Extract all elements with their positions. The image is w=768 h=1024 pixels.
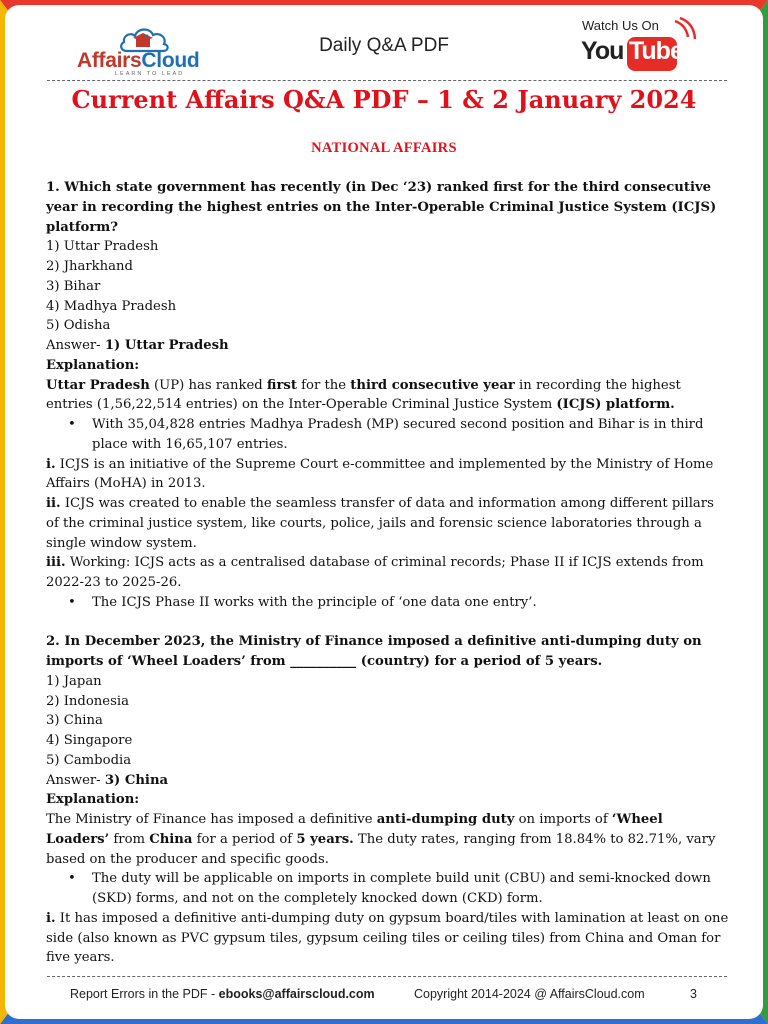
header-doc-type: Daily Q&A PDF <box>319 35 449 56</box>
q1-option: 1) Uttar Pradesh <box>46 239 159 255</box>
q2-option: 2) Indonesia <box>46 693 129 709</box>
q2-point-i: i. It has imposed a definitive anti-dumping duty on gypsum board/tiles with lamination at least on one side (also known as PVC gypsum tiles, gypsum ceiling tiles or ceiling tiles) from China and Oman for five years. <box>46 910 729 966</box>
header-divider <box>47 80 727 81</box>
footer-divider <box>47 976 727 977</box>
q1-option: 5) Odisha <box>46 318 111 334</box>
q1-explanation-label: Explanation: <box>46 357 140 373</box>
q2-option: 5) Cambodia <box>46 752 132 768</box>
support-email-link[interactable]: ebooks@affairscloud.com <box>218 987 375 1001</box>
q2-option: 3) China <box>46 713 103 729</box>
q2-answer: Answer- 3) China <box>46 772 169 788</box>
q2-explanation-label: Explanation: <box>46 792 140 808</box>
q2-bullet: • The duty will be applicable on imports in complete build unit (CBU) and semi-knocked down (SKD) forms, and not on the completely knocked down (CKD) form. <box>68 871 711 906</box>
q1-point-i: i. ICJS is an initiative of the Supreme Court e-committee and implemented by the Ministry of Home Affairs (MoHA) in 2013. <box>46 456 714 492</box>
section-heading: NATIONAL AFFAIRS <box>311 140 457 156</box>
q2-option: 1) Japan <box>46 673 102 689</box>
logo-tagline: LEARN TO LEAD <box>115 71 185 77</box>
question-2: 2. In December 2023, the Ministry of Finance imposed a definitive anti-dumping duty on imports of ‘Wheel Loaders’ from __________ (country) for a period of 5 years. <box>46 634 702 669</box>
q1-explanation-text: Uttar Pradesh (UP) has ranked first for the third consecutive year in recording the highest entries (1,56,22,514 entries) on the Inter-Operable Criminal Justice System (ICJS) platform. <box>46 377 681 413</box>
copyright-text: Copyright 2014-2024 @ AffairsCloud.com <box>414 987 645 1001</box>
report-errors-text: Report Errors in the PDF - ebooks@affairscloud.com <box>70 987 375 1001</box>
page-footer <box>5 982 763 1008</box>
youtube-logo-tube[interactable]: Tube <box>629 37 683 65</box>
q2-explanation-text: The Ministry of Finance has imposed a definitive anti-dumping duty on imports of ‘Wheel Loaders’ from China for a period of 5 years. The duty rates, ranging from 18.84% to 82.71%, vary based on the producer and specific goods. <box>46 812 716 867</box>
q2-option: 4) Singapore <box>46 733 133 748</box>
q1-point-iii: iii. Working: ICJS acts as a centralised database of criminal records; Phase II if ICJS extends from 2022-23 to 2025-26. <box>46 555 704 590</box>
q1-bullet: • The ICJS Phase II works with the principle of ‘one data one entry’. <box>68 594 537 610</box>
q1-answer: Answer- 1) Uttar Pradesh <box>46 338 229 353</box>
affairscloud-logo: AffairsCloud <box>77 49 200 72</box>
q1-bullet: • With 35,04,828 entries Madhya Pradesh (MP) secured second position and Bihar is in third place with 16,65,107 entries. <box>68 417 704 452</box>
page-header <box>5 5 763 85</box>
q1-point-ii: ii. ICJS was created to enable the seamless transfer of data and information among different pillars of the criminal justice system, like courts, police, jails and forensic science laboratories through a single window system. <box>46 496 714 551</box>
question-1: 1. Which state government has recently (in Dec ‘23) ranked first for the third consecutive year in recording the highest entries on the Inter-Operable Criminal Justice System (ICJS) platform? <box>46 180 717 235</box>
watch-us-on-label: Watch Us On <box>582 18 659 33</box>
q1-option: 3) Bihar <box>46 278 101 294</box>
qa-content <box>46 178 730 968</box>
q1-option: 4) Madhya Pradesh <box>46 298 177 314</box>
page-number: 3 <box>690 987 697 1001</box>
document-page <box>5 5 763 1019</box>
youtube-logo-you[interactable]: You <box>581 37 624 65</box>
page-title: Current Affairs Q&A PDF – 1 & 2 January 2024 <box>71 85 697 114</box>
q1-option: 2) Jharkhand <box>46 259 133 274</box>
